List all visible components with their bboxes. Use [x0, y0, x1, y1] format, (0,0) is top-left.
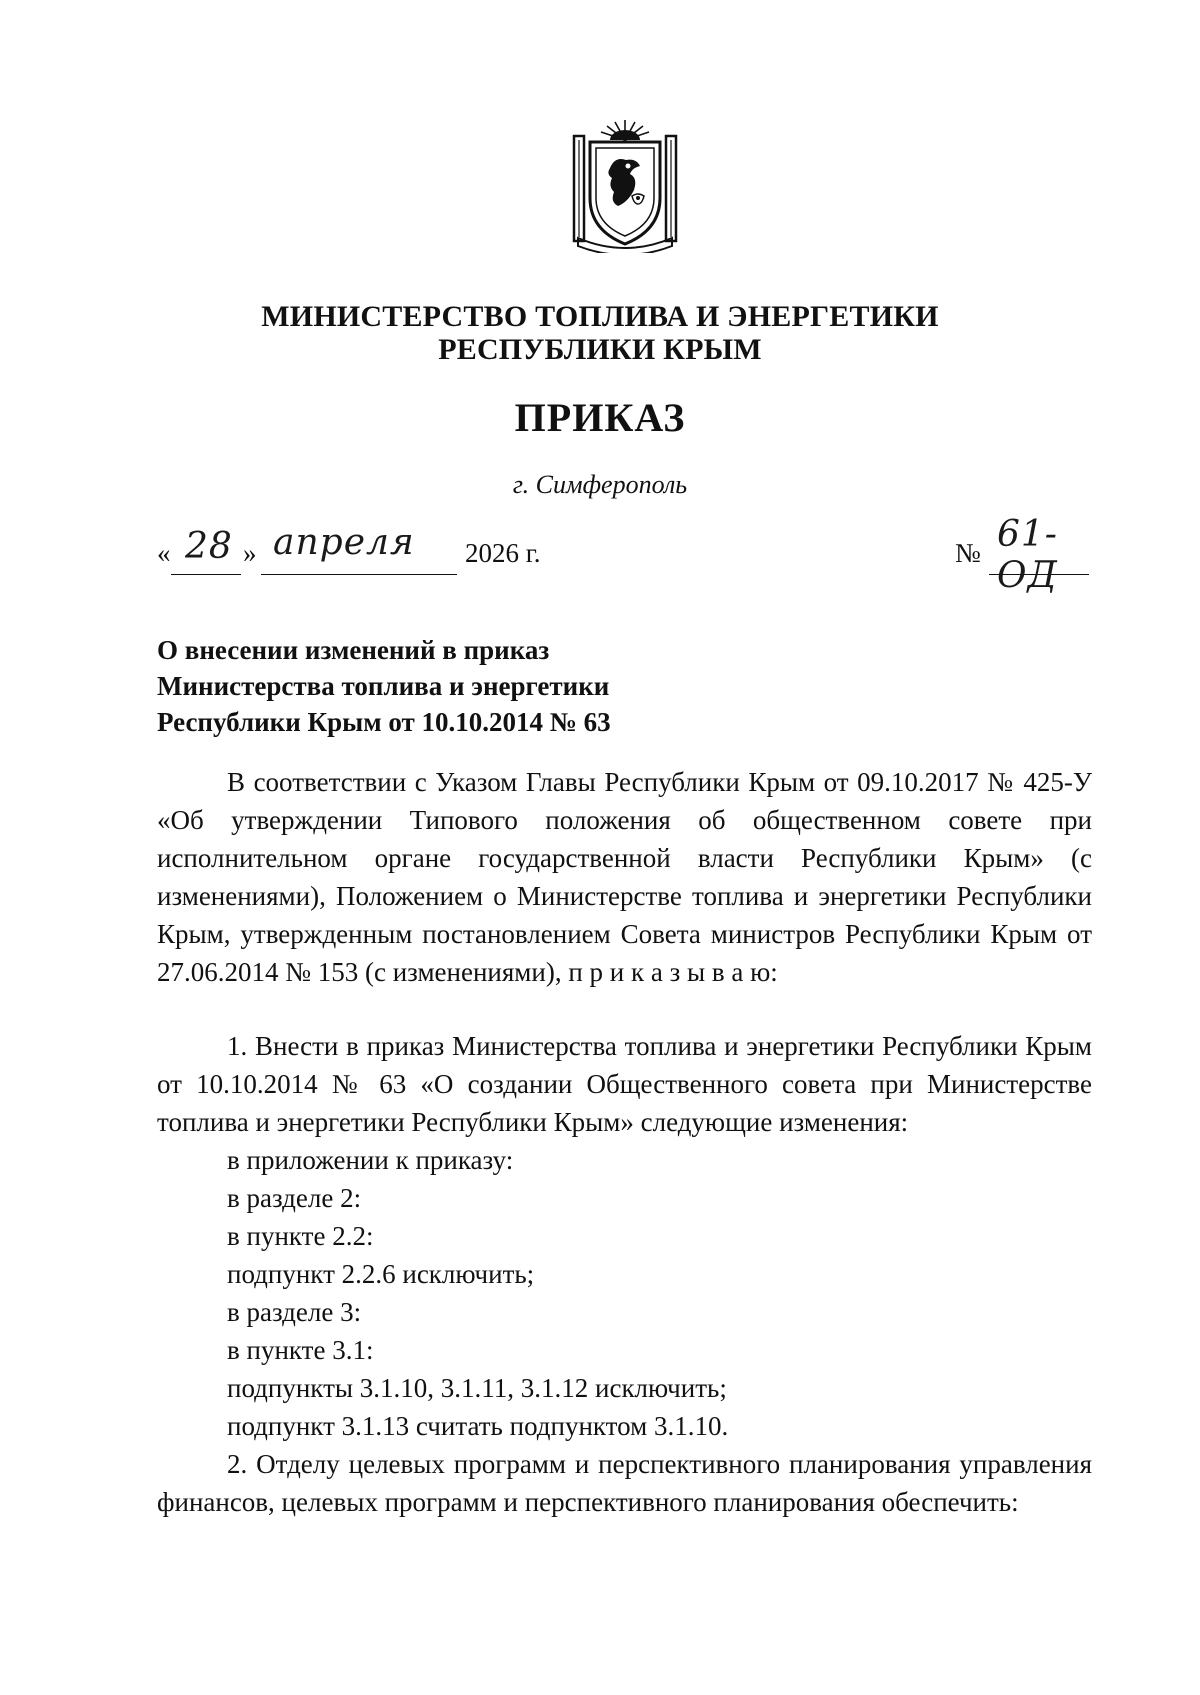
item2-paragraph: 2. Отделу целевых программ и перспективного планирования управления финансов, целевых программ и перспективного планирования обеспечить:	[157, 1449, 1092, 1517]
date-open-quote: «	[157, 538, 171, 568]
date-day-handwritten: 28	[185, 526, 233, 567]
date-month-handwritten: апреля	[273, 522, 415, 563]
city-name: г. Симферополь	[512, 470, 688, 499]
list-item: в пункте 3.1:	[227, 1335, 374, 1365]
order-subject	[157, 632, 611, 740]
subject-line1: О внесении изменений в приказ	[157, 635, 550, 665]
list-item: подпункты 3.1.10, 3.1.11, 3.1.12 исключить;	[227, 1373, 727, 1403]
document-type: ПРИКАЗ	[514, 395, 686, 440]
ministry-name-line2: РЕСПУБЛИКИ КРЫМ	[438, 333, 762, 366]
item1-paragraph: 1. Внести в приказ Министерства топлива и энергетики Республики Крым от 10.10.2014 № 63 «О создании Общественного совета при Министерстве топлива и энергетики Республики Крым» следующие изменения:	[157, 1031, 1092, 1137]
preamble-paragraph: В соответствии с Указом Главы Республики Крым от 09.10.2017 № 425-У «Об утверждении Типового положения об общественном совете при исполнительном органе государственной власти Республики Крым» (с изменениями), Положением о Министерстве топлива и энергетики Республики Крым, утвержденным постановлением Совета министров Республики Крым от 27.06.2014 № 153 (с изменениями), п р и к а з ы в а ю:	[157, 767, 1092, 987]
ministry-name-line1: МИНИСТЕРСТВО ТОПЛИВА И ЭНЕРГЕТИКИ	[261, 300, 939, 333]
republic-of-crimea-coat-of-arms-icon	[570, 118, 680, 253]
subject-line3: Республики Крым от 10.10.2014 № 63	[157, 707, 611, 737]
list-item: в пункте 2.2:	[227, 1221, 374, 1251]
date-close-quote: »	[243, 538, 257, 568]
item1-block	[157, 1027, 1092, 1521]
list-item: подпункт 2.2.6 исключить;	[227, 1259, 535, 1289]
document-number-handwritten: 61-ОД	[997, 514, 1058, 596]
subject-line2: Министерства топлива и энергетики	[157, 671, 610, 701]
item1-changes-list	[157, 1141, 1092, 1445]
list-item: в приложении к приказу:	[227, 1145, 514, 1175]
list-item: в разделе 2:	[227, 1183, 362, 1213]
number-label: №	[955, 538, 981, 568]
date-number-row	[157, 514, 1097, 596]
date-year: 2026 г.	[465, 538, 541, 568]
preamble-block	[157, 763, 1092, 991]
list-item: подпункт 3.1.13 считать подпунктом 3.1.10.	[227, 1411, 729, 1441]
list-item: в разделе 3:	[227, 1297, 362, 1327]
